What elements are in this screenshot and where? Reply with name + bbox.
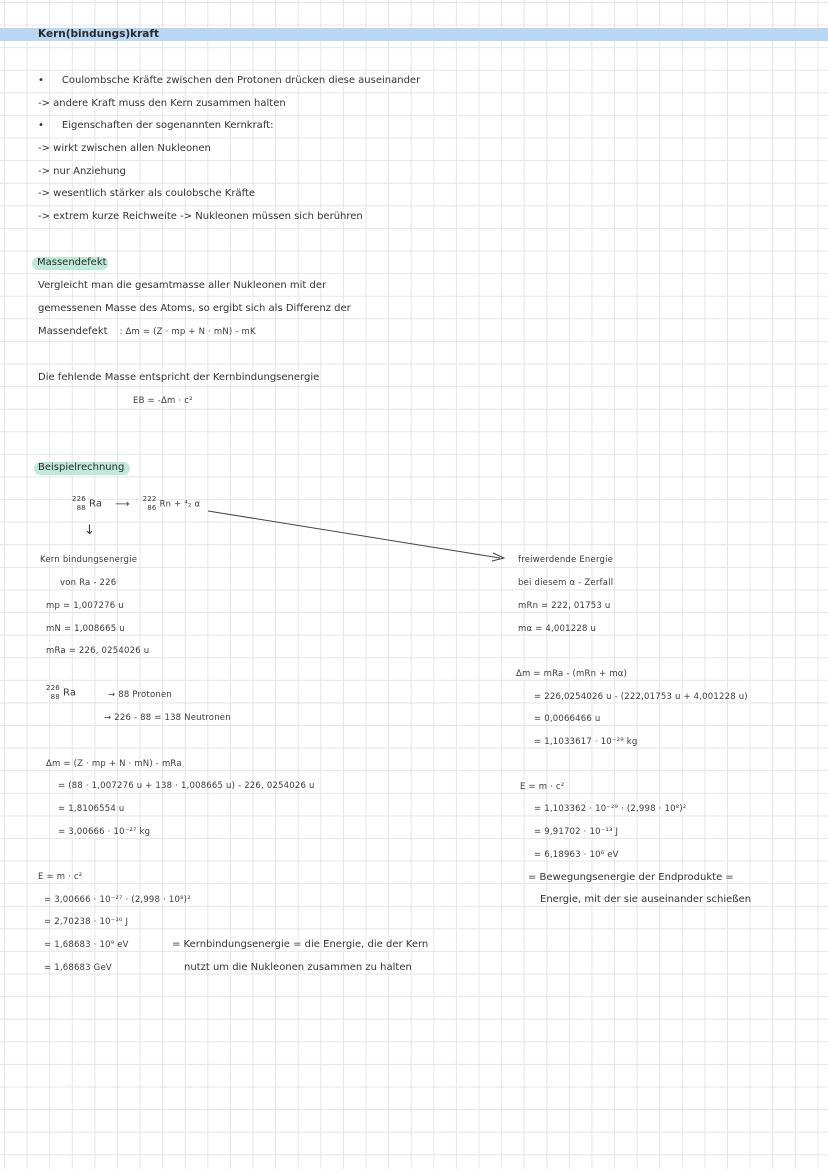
ra2-symbol: Ra <box>62 687 77 699</box>
formula-eb: EB = -Δm · c² <box>133 396 193 406</box>
massendefekt-label: Massendefekt <box>38 326 108 337</box>
right-line-10: = 1,103362 · 10⁻²⁹ · (2,998 · 10⁸)² <box>534 804 687 814</box>
delta-m-line-4: = 3,00666 · 10⁻²⁷ kg <box>58 827 151 837</box>
right-line-4: mα = 4,001228 u <box>518 624 597 634</box>
kernkraft-line-1: Coulombsche Kräfte zwischen den Protonen drücken diese auseinander <box>61 75 421 86</box>
protonen-line: → 88 Protonen <box>108 690 172 700</box>
right-note-line-1: = Bewegungsenergie der Endprodukte = <box>528 872 734 883</box>
right-line-3: mRn = 222, 01753 u <box>518 601 611 611</box>
page-title: Kern(bindungs)kraft <box>38 28 159 40</box>
delta-m-line-3: = 1,8106554 u <box>58 804 125 814</box>
rn-products: Rn + ⁴₂ α <box>159 499 201 510</box>
down-arrow: ↓ <box>84 523 96 538</box>
right-line-2: bei diesem α - Zerfall <box>518 578 614 588</box>
bullet-dot: • <box>38 120 44 131</box>
kernkraft-line-4: -> wirkt zwischen allen Nukleonen <box>38 143 211 154</box>
massendefekt-heading: Massendefekt <box>37 257 107 268</box>
energy-line-4: = 1,68683 · 10⁹ eV <box>44 940 129 950</box>
right-line-12: = 6,18963 · 10⁶ eV <box>534 850 619 860</box>
rn-atomic-number: 86 <box>147 504 157 512</box>
energy-line-5: = 1,68683 GeV <box>44 963 112 973</box>
right-line-1: freiwerdende Energie <box>518 555 614 565</box>
massendefekt-line-4: Die fehlende Masse entspricht der Kernbindungsenergie <box>38 372 320 383</box>
ra2-nuclide-numbers <box>46 684 60 702</box>
energy-line-1: E = m · c² <box>38 872 83 882</box>
ra-nuclide-2 <box>46 684 76 702</box>
left-line-1: Kern bindungsenergie <box>40 555 138 565</box>
kernkraft-line-5: -> nur Anziehung <box>38 166 126 177</box>
ra-mass-number: 226 <box>72 495 86 503</box>
rn-mass-number: 222 <box>142 495 157 503</box>
right-line-5: Δm = mRa - (mRn + mα) <box>516 669 628 679</box>
right-line-9: E = m · c² <box>520 782 565 792</box>
kernkraft-line-7: -> extrem kurze Reichweite -> Nukleonen müssen sich berühren <box>38 211 363 222</box>
delta-m-line-2: = (88 · 1,007276 u + 138 · 1,008665 u) - 226, 0254026 u <box>58 781 315 791</box>
ra2-atomic-number: 88 <box>50 693 60 701</box>
left-note-line-1: = Kernbindungsenergie = die Energie, die der Kern <box>172 939 429 950</box>
energy-line-3: = 2,70238 · 10⁻¹⁰ J <box>44 917 129 927</box>
left-note-line-2: nutzt um die Nukleonen zusammen zu halten <box>184 962 412 973</box>
ra-symbol: Ra <box>88 498 103 510</box>
beispiel-heading: Beispielrechnung <box>38 462 125 473</box>
neutronen-line: → 226 - 88 = 138 Neutronen <box>104 713 231 723</box>
left-line-5: mRa = 226, 0254026 u <box>46 646 150 656</box>
right-line-11: = 9,91702 · 10⁻¹³ J <box>534 827 619 837</box>
bullet-dot: • <box>38 75 44 86</box>
massendefekt-formula: : Δm = (Z · mp + N · mN) - mK <box>119 327 256 337</box>
left-line-4: mN = 1,008665 u <box>46 624 125 634</box>
left-line-2: von Ra - 226 <box>60 578 117 588</box>
right-note-line-2: Energie, mit der sie auseinander schießen <box>540 894 752 905</box>
kernkraft-line-6: -> wesentlich stärker als coulobsche Kräfte <box>38 188 256 199</box>
left-line-3: mp = 1,007276 u <box>46 601 124 611</box>
ra2-mass-number: 226 <box>46 684 60 692</box>
massendefekt-line-1: Vergleicht man die gesamtmasse aller Nukleonen mit der <box>38 280 327 291</box>
delta-m-line-1: Δm = (Z · mp + N · mN) - mRa <box>46 759 182 769</box>
right-line-8: = 1,1033617 · 10⁻²⁹ kg <box>534 737 638 747</box>
reaction-arrow: ⟶ <box>115 498 130 510</box>
kernkraft-line-3: Eigenschaften der sogenannten Kernkraft: <box>61 120 274 131</box>
ra-atomic-number: 88 <box>76 504 86 512</box>
massendefekt-line-2: gemessenen Masse des Atoms, so ergibt sich als Differenz der <box>38 303 351 314</box>
right-line-7: = 0,0066466 u <box>534 714 601 724</box>
right-line-6: = 226,0254026 u - (222,01753 u + 4,001228 u) <box>534 692 748 702</box>
kernkraft-line-2: -> andere Kraft muss den Kern zusammen halten <box>38 98 286 109</box>
energy-line-2: = 3,00666 · 10⁻²⁷ · (2,998 · 10⁸)² <box>44 895 191 905</box>
